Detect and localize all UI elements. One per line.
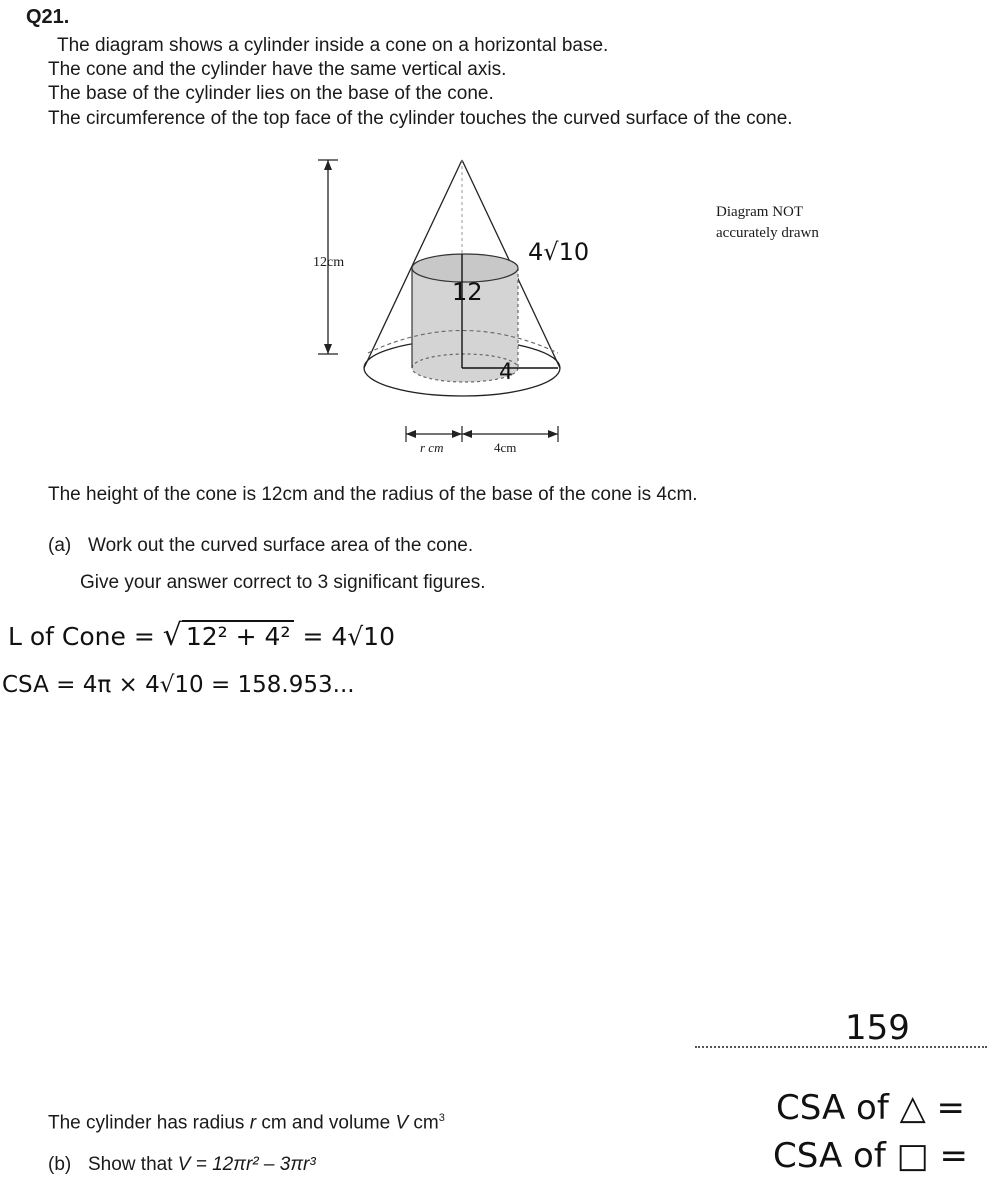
intro-line-4: The circumference of the top face of the cylinder touches the curved surface of the cone. [48,108,793,129]
intro-line-3: The base of the cylinder lies on the base of the cone. [48,83,494,104]
answer-value: 159 [845,1008,910,1048]
given-info: The height of the cone is 12cm and the radius of the base of the cone is 4cm. [48,484,698,505]
intro-line-1: The diagram shows a cylinder inside a cone on a horizontal base. [57,35,609,56]
part-a-instruction: Give your answer correct to 3 significant figures. [80,572,486,593]
hand-radius-label: 4 [499,360,513,385]
diagram-note-line-1: Diagram NOT [716,204,804,220]
part-b-context-start: The cylinder has radius [48,1112,250,1134]
working-line-2: CSA = 4π × 4√10 = 158.953... [2,672,355,698]
part-a-prompt: Work out the curved surface area of the cone. [88,535,474,556]
height-label: 12cm [313,255,345,270]
sqrt-sign: √ [162,618,182,653]
part-a-label: (a) [48,535,72,556]
part-b-context-mid: cm and volume [256,1112,396,1134]
gap-label: 4cm [494,440,517,455]
question-number: Q21. [26,6,70,28]
part-b-context-r: r [249,1112,257,1134]
hand-height-label: 12 [452,278,483,306]
part-b-label: (b) [48,1154,72,1175]
part-b-context-unit-power: 3 [438,1112,445,1124]
part-b-formula: V = 12πr² – 3πr³ [177,1154,316,1175]
part-b-context [48,1106,445,1135]
working-line-1-expr: 12² + 4² [182,620,295,651]
working-line-1-prefix: L of Cone = [8,622,155,651]
answer-line [695,1046,987,1048]
part-b-text: Show that [88,1154,178,1175]
working-line-1 [8,618,395,653]
side-note-1: CSA of △ = [776,1088,966,1128]
intro-line-2: The cone and the cylinder have the same vertical axis. [48,59,507,80]
part-b-context-V: V [395,1112,409,1134]
part-b-prompt [88,1153,316,1177]
r-label: r cm [420,440,444,455]
part-b-context-unit: cm [408,1112,439,1134]
hand-slant-label: 4√10 [528,238,590,266]
cone-cylinder-diagram [290,148,600,468]
working-line-1-result: = 4√10 [302,622,395,651]
side-note-2: CSA of □ = [773,1136,969,1176]
diagram-note-line-2: accurately drawn [716,225,819,241]
